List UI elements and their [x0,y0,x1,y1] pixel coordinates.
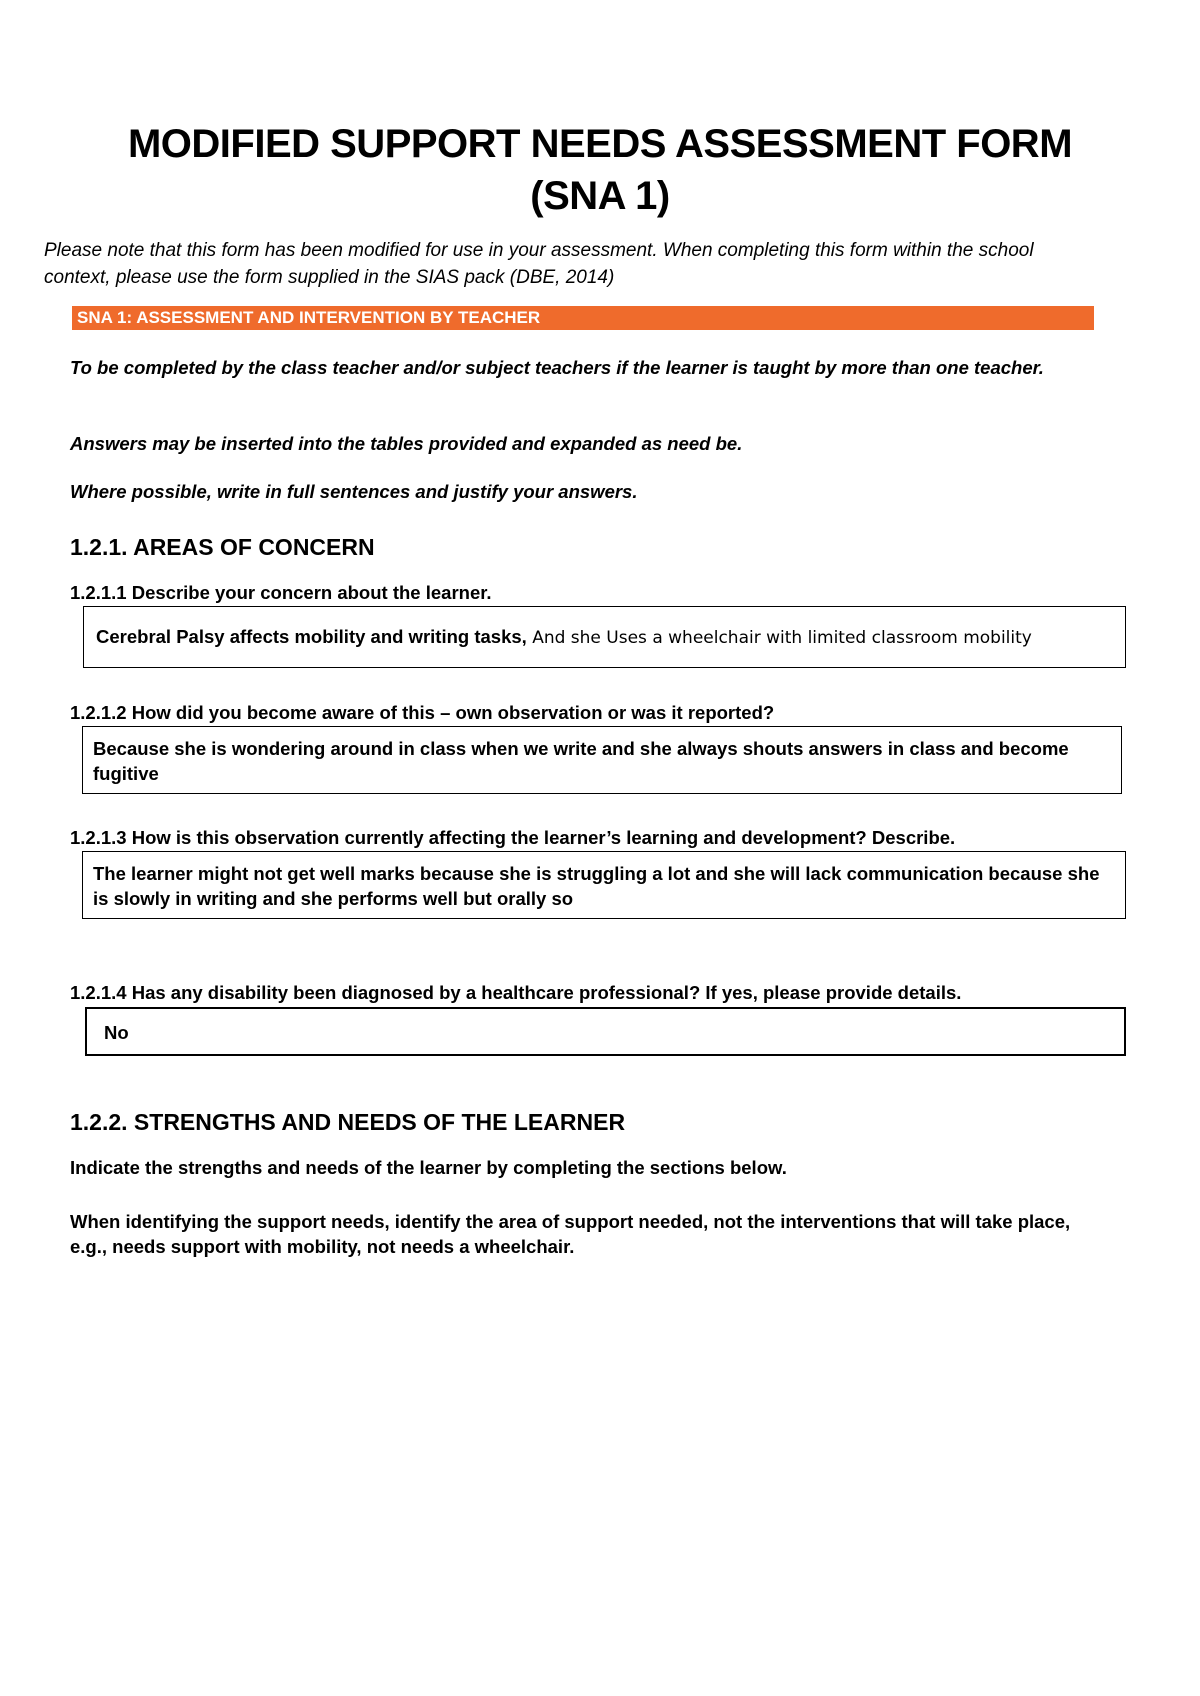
modification-note: Please note that this form has been modified for use in your assessment. When completing this form within the school context, please use the form supplied in the SIAS pack (DBE, 2014) [44,240,1034,288]
section-banner: SNA 1: ASSESSMENT AND INTERVENTION BY TEACHER [72,306,1094,330]
title-line-2: (SNA 1) [530,174,670,218]
document-title [0,118,1200,222]
answer-box-1-2-1-4[interactable] [85,1007,1126,1056]
instruction-answers: Answers may be inserted into the tables provided and expanded as need be. [70,433,743,454]
question-1-2-1-1: 1.2.1.1 Describe your concern about the learner. [70,582,492,603]
answer-1-2-1-3: The learner might not get well marks because she is struggling a lot and she will lack communication because she is slowly in writing and she performs well but orally so [93,863,1100,909]
question-1-2-1-3: 1.2.1.3 How is this observation currently affecting the learner’s learning and development? Describe. [70,827,956,848]
strengths-instruction: Indicate the strengths and needs of the learner by completing the sections below. [70,1157,787,1178]
heading-areas-of-concern: 1.2.1. AREAS OF CONCERN [70,534,375,560]
instruction-completed-by: To be completed by the class teacher and/or subject teachers if the learner is taught by more than one teacher. [70,357,1044,378]
instruction-full-sentences: Where possible, write in full sentences and justify your answers. [70,481,638,502]
title-line-1: MODIFIED SUPPORT NEEDS ASSESSMENT FORM [127,122,1073,166]
question-1-2-1-2: 1.2.1.2 How did you become aware of this – own observation or was it reported? [70,702,775,723]
question-1-2-1-4: 1.2.1.4 Has any disability been diagnosed by a healthcare professional? If yes, please provide details. [70,982,962,1003]
support-needs-instruction: When identifying the support needs, identify the area of support needed, not the interventions that will take place, e.g., needs support with mobility, not needs a wheelchair. [70,1211,1071,1257]
answer-1-2-1-1-normal: And she Uses a wheelchair with limited classroom mobility [526,628,1032,648]
answer-box-1-2-1-3[interactable] [82,851,1126,919]
answer-1-2-1-4: No [104,1022,129,1043]
answer-box-1-2-1-2[interactable] [82,726,1122,794]
heading-strengths-and-needs: 1.2.2. STRENGTHS AND NEEDS OF THE LEARNER [70,1109,626,1135]
answer-box-1-2-1-1[interactable] [83,606,1126,668]
answer-1-2-1-1-bold: Cerebral Palsy affects mobility and writing tasks, [96,626,527,647]
answer-1-2-1-2: Because she is wondering around in class when we write and she always shouts answers in class and become fugitive [93,738,1069,784]
